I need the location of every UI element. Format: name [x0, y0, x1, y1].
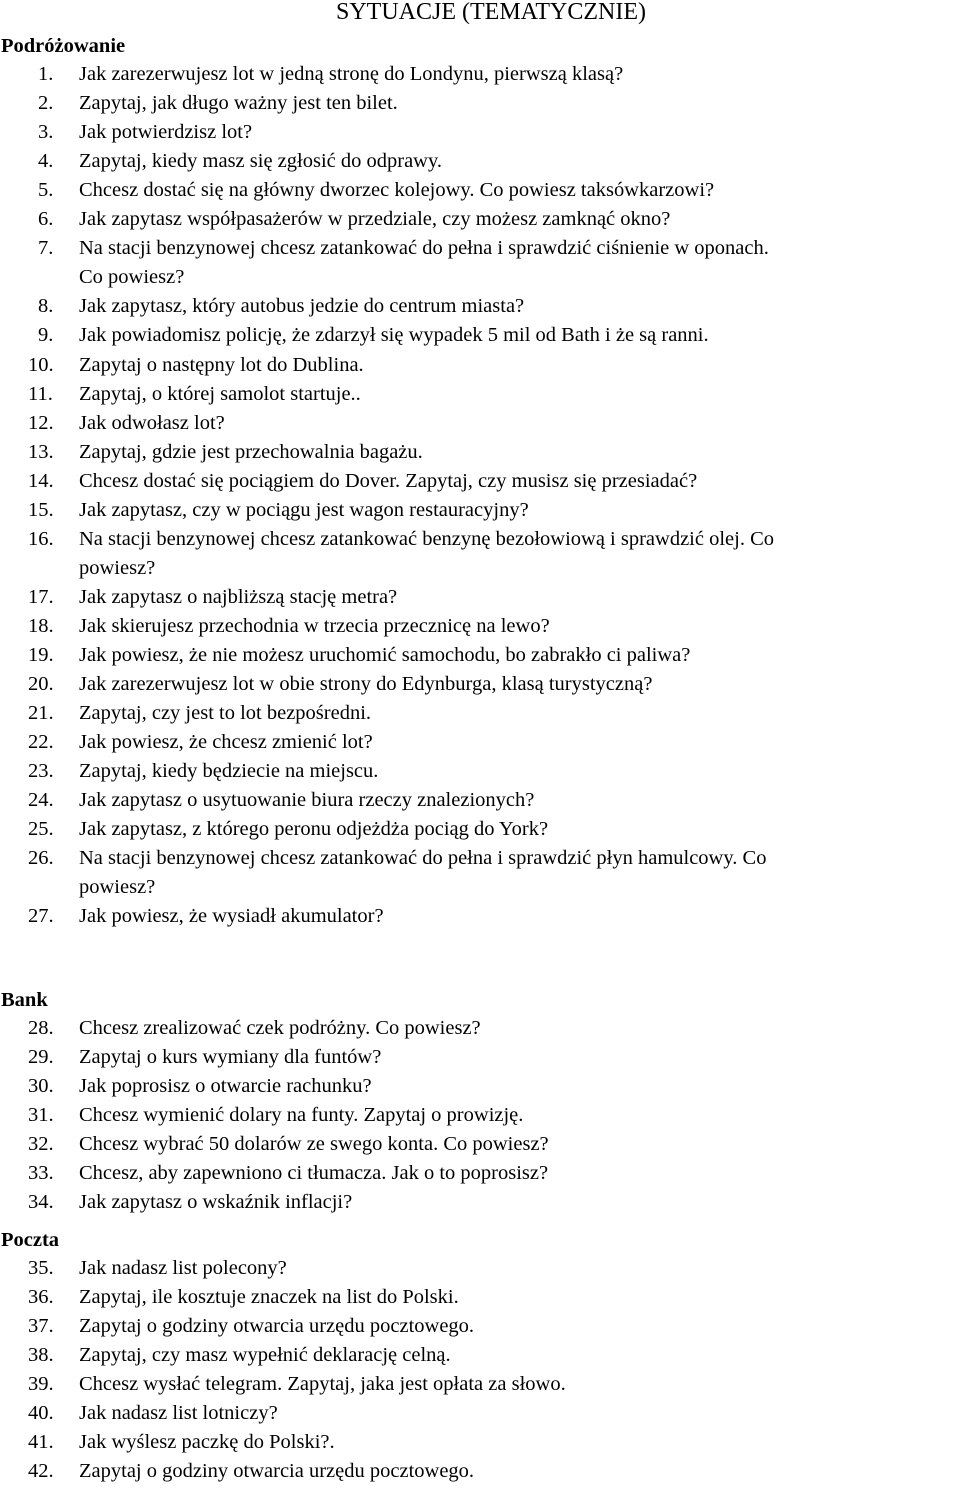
item-text: Jak zapytasz o usytuowanie biura rzeczy znalezionych? — [79, 789, 535, 812]
item-text: Zapytaj, kiedy będziecie na miejscu. — [79, 760, 379, 783]
item-number: 5. — [38, 179, 54, 202]
item-text: Jak powiesz, że wysiadł akumulator? — [79, 905, 384, 928]
item-number: 2. — [38, 92, 54, 115]
item-text-continuation: powiesz? — [79, 556, 156, 579]
item-text: Zapytaj, jak długo ważny jest ten bilet. — [79, 92, 398, 115]
item-number: 31. — [28, 1104, 54, 1127]
item-number: 7. — [38, 237, 54, 260]
item-text: Zapytaj, czy jest to lot bezpośredni. — [79, 702, 372, 725]
item-number: 21. — [28, 702, 54, 725]
item-text: Chcesz zrealizować czek podróżny. Co powiesz? — [79, 1017, 481, 1039]
item-text: Jak zarezerwujesz lot w jedną stronę do Londynu, pierwszą klasą? — [79, 63, 624, 85]
item-number: 42. — [28, 1460, 54, 1483]
item-number: 20. — [28, 673, 54, 696]
item-text: Na stacji benzynowej chcesz zatankować benzynę bezołowiową i sprawdzić olej. Co — [79, 527, 775, 550]
item-text: Zapytaj, czy masz wypełnić deklarację celną. — [79, 1344, 451, 1367]
item-number: 12. — [28, 411, 54, 434]
item-text: Zapytaj o następny lot do Dublina. — [79, 353, 364, 376]
item-number: 34. — [28, 1191, 54, 1214]
item-number: 25. — [28, 818, 54, 841]
item-number: 9. — [38, 324, 54, 347]
item-text: Jak zapytasz współpasażerów w przedziale, czy możesz zamknąć okno? — [79, 208, 671, 231]
item-number: 13. — [28, 440, 54, 463]
item-number: 29. — [28, 1046, 54, 1069]
item-text-continuation: Co powiesz? — [79, 266, 185, 289]
item-text: Jak powiesz, że nie możesz uruchomić samochodu, bo zabrakło ci paliwa? — [79, 644, 691, 666]
item-text-continuation: powiesz? — [79, 876, 156, 899]
item-text: Zapytaj, ile kosztuje znaczek na list do Polski. — [79, 1286, 459, 1309]
item-number: 36. — [28, 1286, 54, 1309]
item-number: 41. — [28, 1431, 54, 1454]
item-number: 16. — [28, 527, 54, 550]
item-number: 40. — [28, 1402, 54, 1425]
item-text: Na stacji benzynowej chcesz zatankować do pełna i sprawdzić ciśnienie w oponach. — [79, 237, 769, 260]
item-number: 11. — [28, 382, 53, 405]
item-text: Zapytaj o godziny otwarcia urzędu pocztowego. — [79, 1460, 475, 1483]
item-number: 24. — [28, 789, 54, 812]
item-text: Jak zapytasz, z którego peronu odjeżdża pociąg do York? — [79, 818, 549, 841]
item-text: Zapytaj, kiedy masz się zgłosić do odprawy. — [79, 150, 443, 173]
item-number: 26. — [28, 847, 54, 870]
item-text: Jak zapytasz o wskaźnik inflacji? — [79, 1191, 353, 1214]
item-text: Jak nadasz list polecony? — [79, 1257, 287, 1279]
item-number: 17. — [28, 585, 54, 608]
item-number: 39. — [28, 1373, 54, 1396]
item-number: 28. — [28, 1017, 54, 1039]
item-text: Chcesz, aby zapewniono ci tłumacza. Jak o to poprosisz? — [79, 1162, 549, 1185]
item-number: 19. — [28, 644, 54, 666]
item-text: Chcesz wysłać telegram. Zapytaj, jaka jest opłata za słowo. — [79, 1373, 566, 1396]
item-number: 35. — [28, 1257, 54, 1279]
item-text: Jak nadasz list lotniczy? — [79, 1402, 278, 1425]
item-number: 14. — [28, 469, 54, 492]
page-title: SYTUACJE (TEMATYCZNIE) — [336, 0, 646, 25]
item-text: Jak odwołasz lot? — [79, 411, 225, 434]
item-number: 30. — [28, 1075, 54, 1098]
item-number: 22. — [28, 731, 54, 754]
item-text: Jak skierujesz przechodnia w trzecia przecznicę na lewo? — [79, 614, 550, 637]
item-text: Jak potwierdzisz lot? — [79, 121, 253, 144]
item-number: 10. — [28, 353, 54, 376]
item-number: 1. — [38, 63, 54, 85]
section-heading: Poczta — [1, 1229, 60, 1251]
item-text: Zapytaj, gdzie jest przechowalnia bagażu. — [79, 440, 423, 463]
item-text: Jak zapytasz, który autobus jedzie do centrum miasta? — [79, 295, 525, 318]
item-number: 38. — [28, 1344, 54, 1367]
item-number: 3. — [38, 121, 54, 144]
item-text: Na stacji benzynowej chcesz zatankować do pełna i sprawdzić płyn hamulcowy. Co — [79, 847, 767, 870]
item-number: 33. — [28, 1162, 54, 1185]
item-number: 6. — [38, 208, 54, 231]
item-text: Jak zapytasz, czy w pociągu jest wagon restauracyjny? — [79, 498, 529, 521]
section-heading: Podróżowanie — [1, 35, 126, 57]
item-number: 4. — [38, 150, 54, 173]
item-text: Jak zarezerwujesz lot w obie strony do Edynburga, klasą turystyczną? — [79, 673, 653, 696]
item-text: Chcesz wymienić dolary na funty. Zapytaj o prowizję. — [79, 1104, 524, 1127]
item-number: 27. — [28, 905, 54, 928]
section-heading: Bank — [1, 989, 48, 1011]
item-number: 8. — [38, 295, 54, 318]
item-text: Jak wyślesz paczkę do Polski?. — [79, 1431, 335, 1454]
item-number: 23. — [28, 760, 54, 783]
item-text: Zapytaj, o której samolot startuje.. — [79, 382, 361, 405]
item-text: Jak powiadomisz policję, że zdarzył się wypadek 5 mil od Bath i że są ranni. — [79, 324, 709, 347]
item-text: Zapytaj o kurs wymiany dla funtów? — [79, 1046, 382, 1069]
item-number: 32. — [28, 1133, 54, 1156]
item-text: Chcesz dostać się na główny dworzec kolejowy. Co powiesz taksówkarzowi? — [79, 179, 715, 202]
item-text: Chcesz dostać się pociągiem do Dover. Zapytaj, czy musisz się przesiadać? — [79, 469, 698, 492]
item-text: Chcesz wybrać 50 dolarów ze swego konta. Co powiesz? — [79, 1133, 549, 1156]
item-number: 37. — [28, 1315, 54, 1338]
item-number: 15. — [28, 498, 54, 521]
item-text: Jak zapytasz o najbliższą stację metra? — [79, 585, 398, 608]
item-text: Jak powiesz, że chcesz zmienić lot? — [79, 731, 373, 754]
item-text: Jak poprosisz o otwarcie rachunku? — [79, 1075, 372, 1098]
item-text: Zapytaj o godziny otwarcia urzędu pocztowego. — [79, 1315, 475, 1338]
item-number: 18. — [28, 614, 54, 637]
